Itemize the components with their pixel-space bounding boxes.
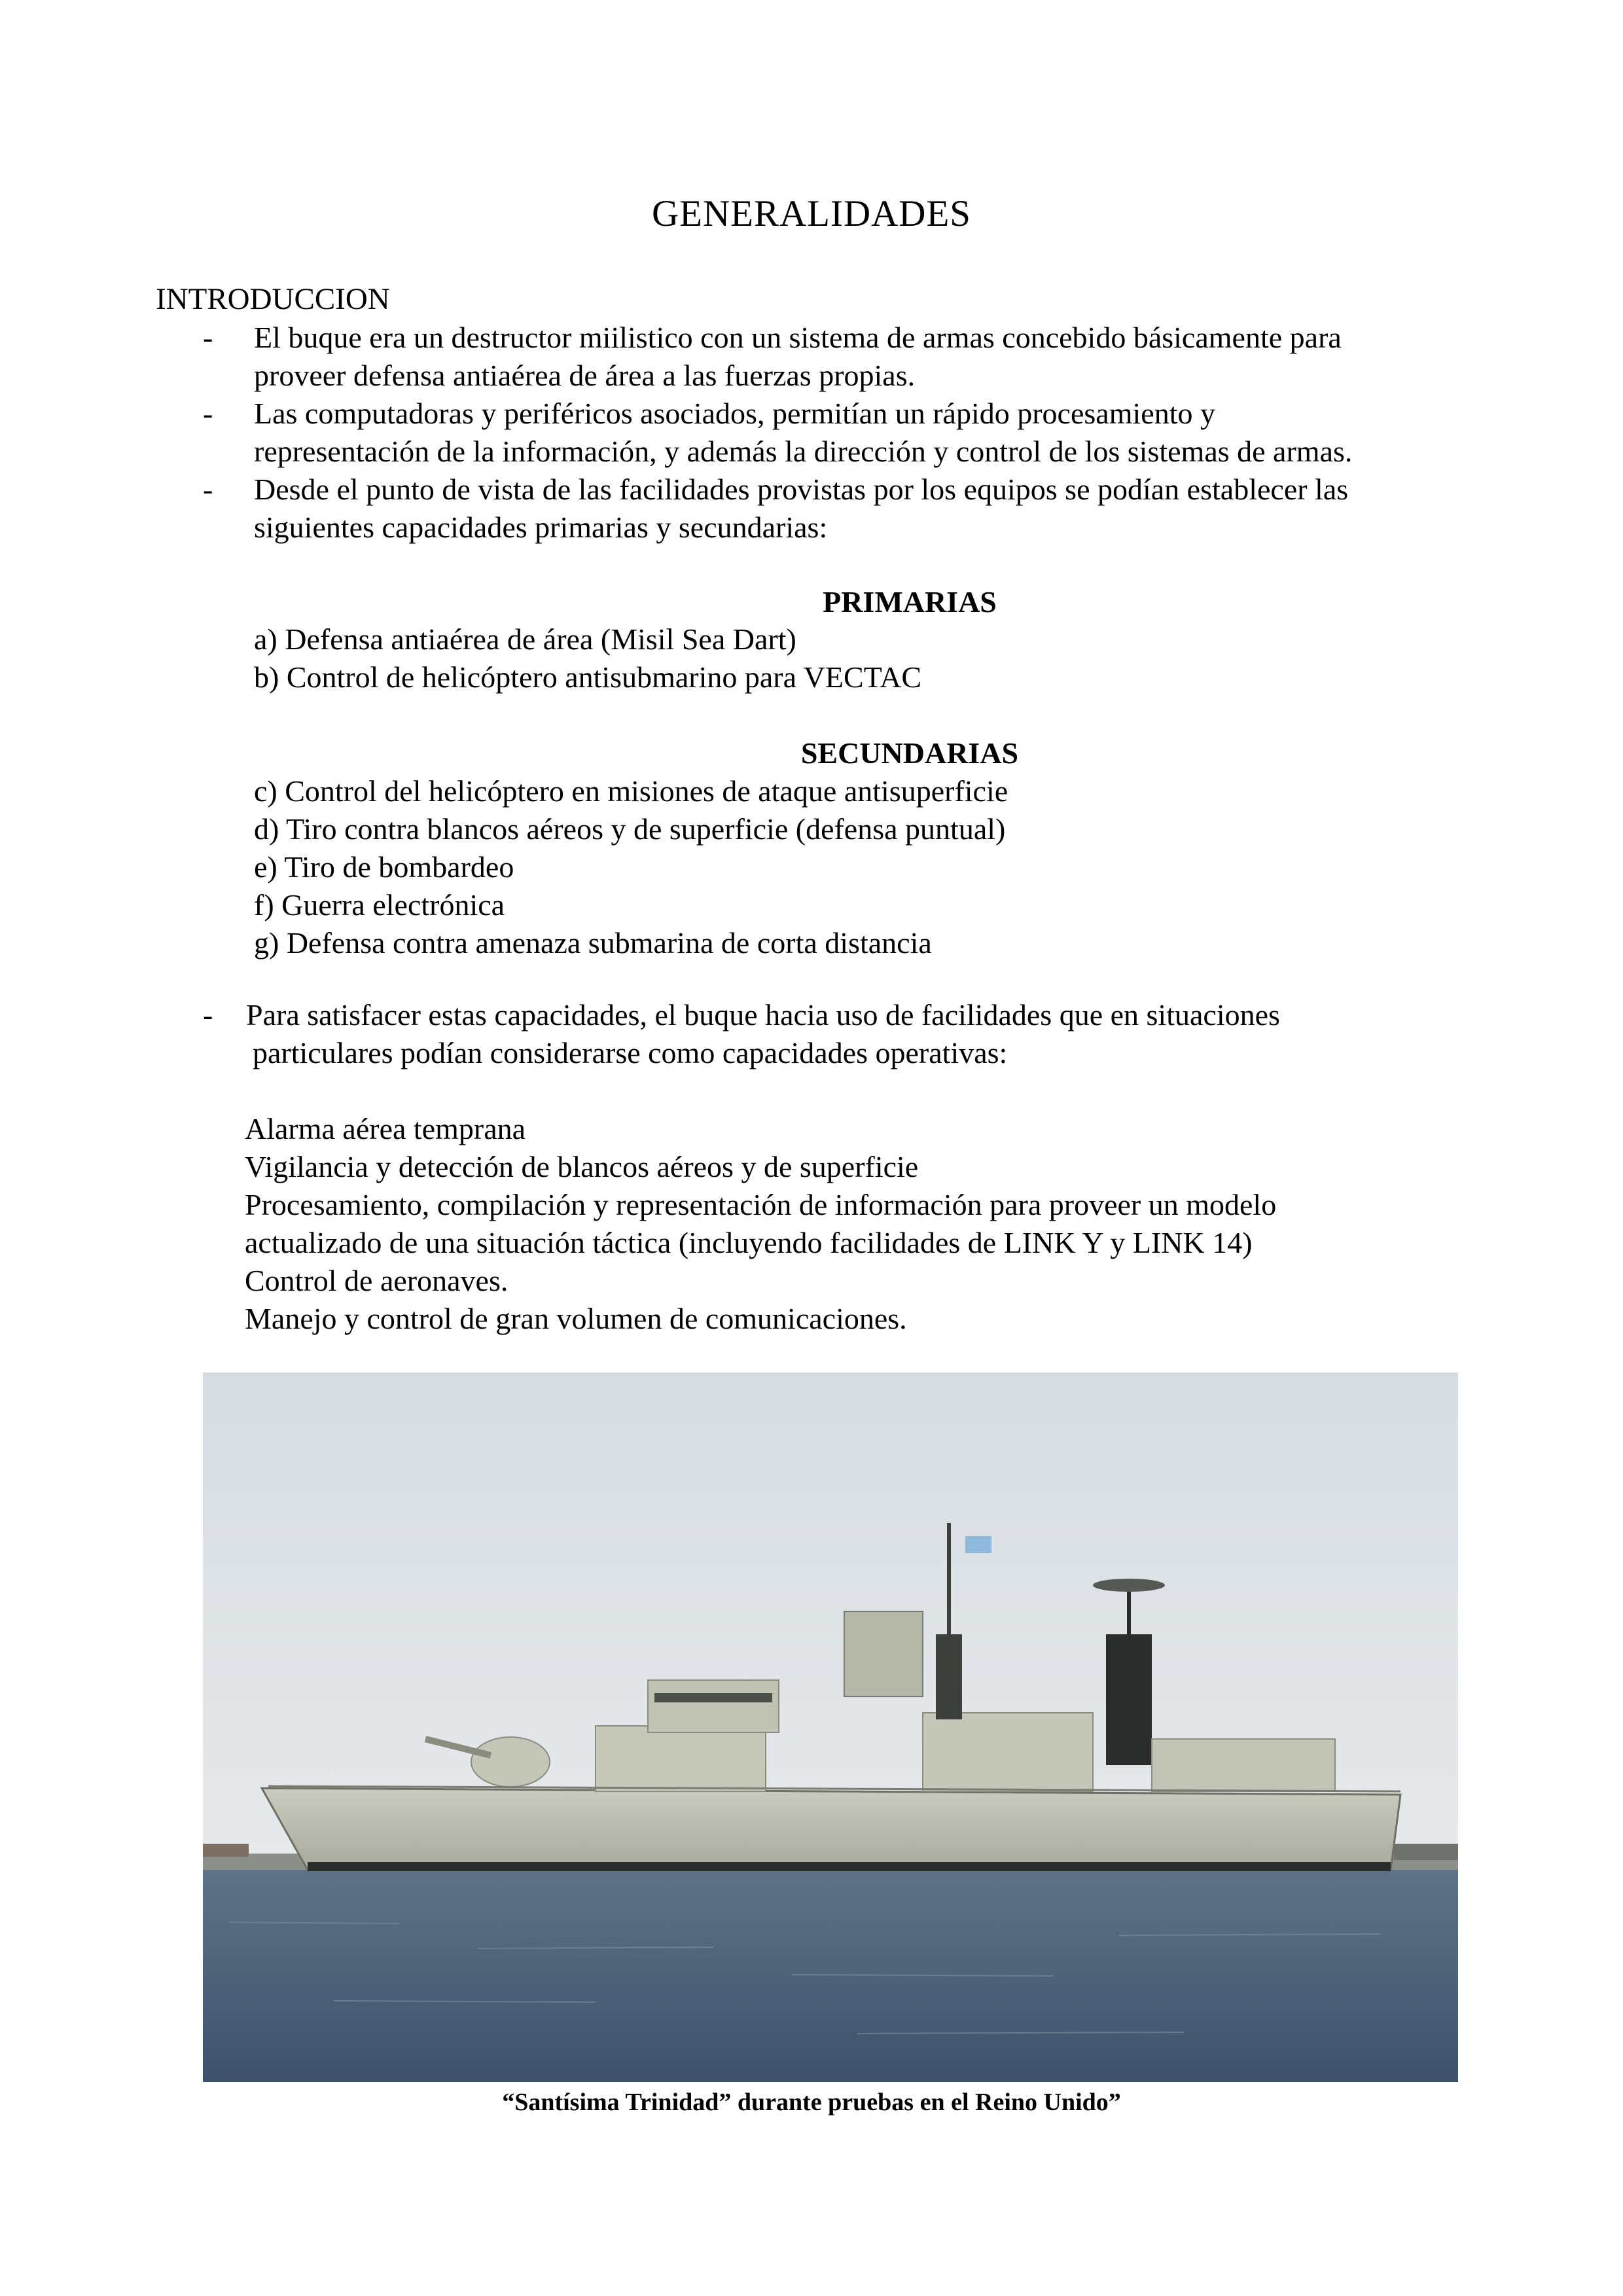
- operativa-item: Vigilancia y detección de blancos aéreos y de superficie: [245, 1150, 919, 1183]
- ship-photo: [203, 1372, 1458, 2082]
- bullet-dash: -: [203, 998, 213, 1031]
- bullet-line: El buque era un destructor miilistico con un sistema de armas concebido básicamente para: [254, 321, 1342, 354]
- bullet-line: Desde el punto de vista de las facilidades provistas por los equipos se podían establecer las: [254, 473, 1349, 506]
- primarias-list: [254, 620, 921, 696]
- funnel-block: [923, 1713, 1093, 1791]
- capability-item: d) Tiro contra blancos aéreos y de superficie (defensa puntual): [254, 812, 1006, 846]
- flag: [965, 1536, 991, 1553]
- operativa-item: Alarma aérea temprana: [245, 1112, 526, 1145]
- operativas-list: [245, 1110, 1488, 1338]
- capability-item: g) Defensa contra amenaza submarina de corta distancia: [254, 926, 932, 960]
- secundarias-list: [254, 772, 1008, 962]
- intro-bullet: [203, 471, 1486, 547]
- intro-bullet-list: [203, 319, 1486, 547]
- intro-bullet: [203, 395, 1486, 471]
- bullet-line: particulares podían considerarse como capacidades operativas:: [253, 1036, 1008, 1069]
- photo-caption: “Santísima Trinidad” durante pruebas en el Reino Unido”: [502, 2089, 1121, 2116]
- main-mast: [936, 1634, 962, 1719]
- para-bullet: [203, 996, 1486, 1072]
- capability-item: e) Tiro de bombardeo: [254, 850, 514, 884]
- ship-illustration: [203, 1372, 1458, 2082]
- capability-item: b) Control de helicóptero antisubmarino para VECTAC: [254, 660, 922, 694]
- shore-building: [1394, 1844, 1458, 1860]
- primarias-heading: PRIMARIAS: [823, 585, 997, 619]
- operativa-item: Manejo y control de gran volumen de comunicaciones.: [245, 1302, 907, 1335]
- bullet-line: Para satisfacer estas capacidades, el buque hacia uso de facilidades que en situaciones: [246, 998, 1280, 1031]
- capability-item: f) Guerra electrónica: [254, 888, 505, 922]
- shore-building: [203, 1844, 249, 1857]
- operativa-item: Procesamiento, compilación y representación de información para proveer un modelo: [245, 1188, 1277, 1221]
- gun-turret: [471, 1737, 550, 1787]
- radar-array: [844, 1611, 923, 1696]
- capability-item: a) Defensa antiaérea de área (Misil Sea Dart): [254, 622, 796, 656]
- page-title: GENERALIDADES: [652, 193, 971, 234]
- boot-topping: [308, 1862, 1391, 1871]
- para-bullet-body: [203, 996, 1486, 1072]
- forward-superstructure: [596, 1726, 766, 1791]
- bullet-line: representación de la información, y además la dirección y control de los sistemas de armas.: [254, 435, 1353, 468]
- bullet-dash: -: [203, 397, 213, 430]
- bridge: [648, 1680, 779, 1732]
- section-heading-introduccion: INTRODUCCION: [156, 282, 390, 316]
- operativa-item: Control de aeronaves.: [245, 1264, 508, 1297]
- sea: [203, 1870, 1458, 2082]
- ship-hull: [262, 1788, 1400, 1870]
- aft-superstructure: [1152, 1739, 1335, 1791]
- aft-mast: [1106, 1634, 1152, 1765]
- capability-item: c) Control del helicóptero en misiones de ataque antisuperficie: [254, 774, 1008, 808]
- aft-radar: [1093, 1579, 1165, 1592]
- bullet-line: siguientes capacidades primarias y secundarias:: [254, 511, 828, 544]
- bridge-windows: [654, 1693, 772, 1702]
- operativa-item: actualizado de una situación táctica (incluyendo facilidades de LINK Y y LINK 14): [245, 1226, 1253, 1259]
- intro-bullet: [203, 319, 1486, 395]
- secundarias-heading: SECUNDARIAS: [800, 736, 1019, 770]
- bullet-dash: -: [203, 321, 213, 354]
- bullet-dash: -: [203, 473, 213, 506]
- bullet-line: Las computadoras y periféricos asociados, permitían un rápido procesamiento y: [254, 397, 1215, 430]
- bullet-line: proveer defensa antiaérea de área a las fuerzas propias.: [254, 359, 916, 392]
